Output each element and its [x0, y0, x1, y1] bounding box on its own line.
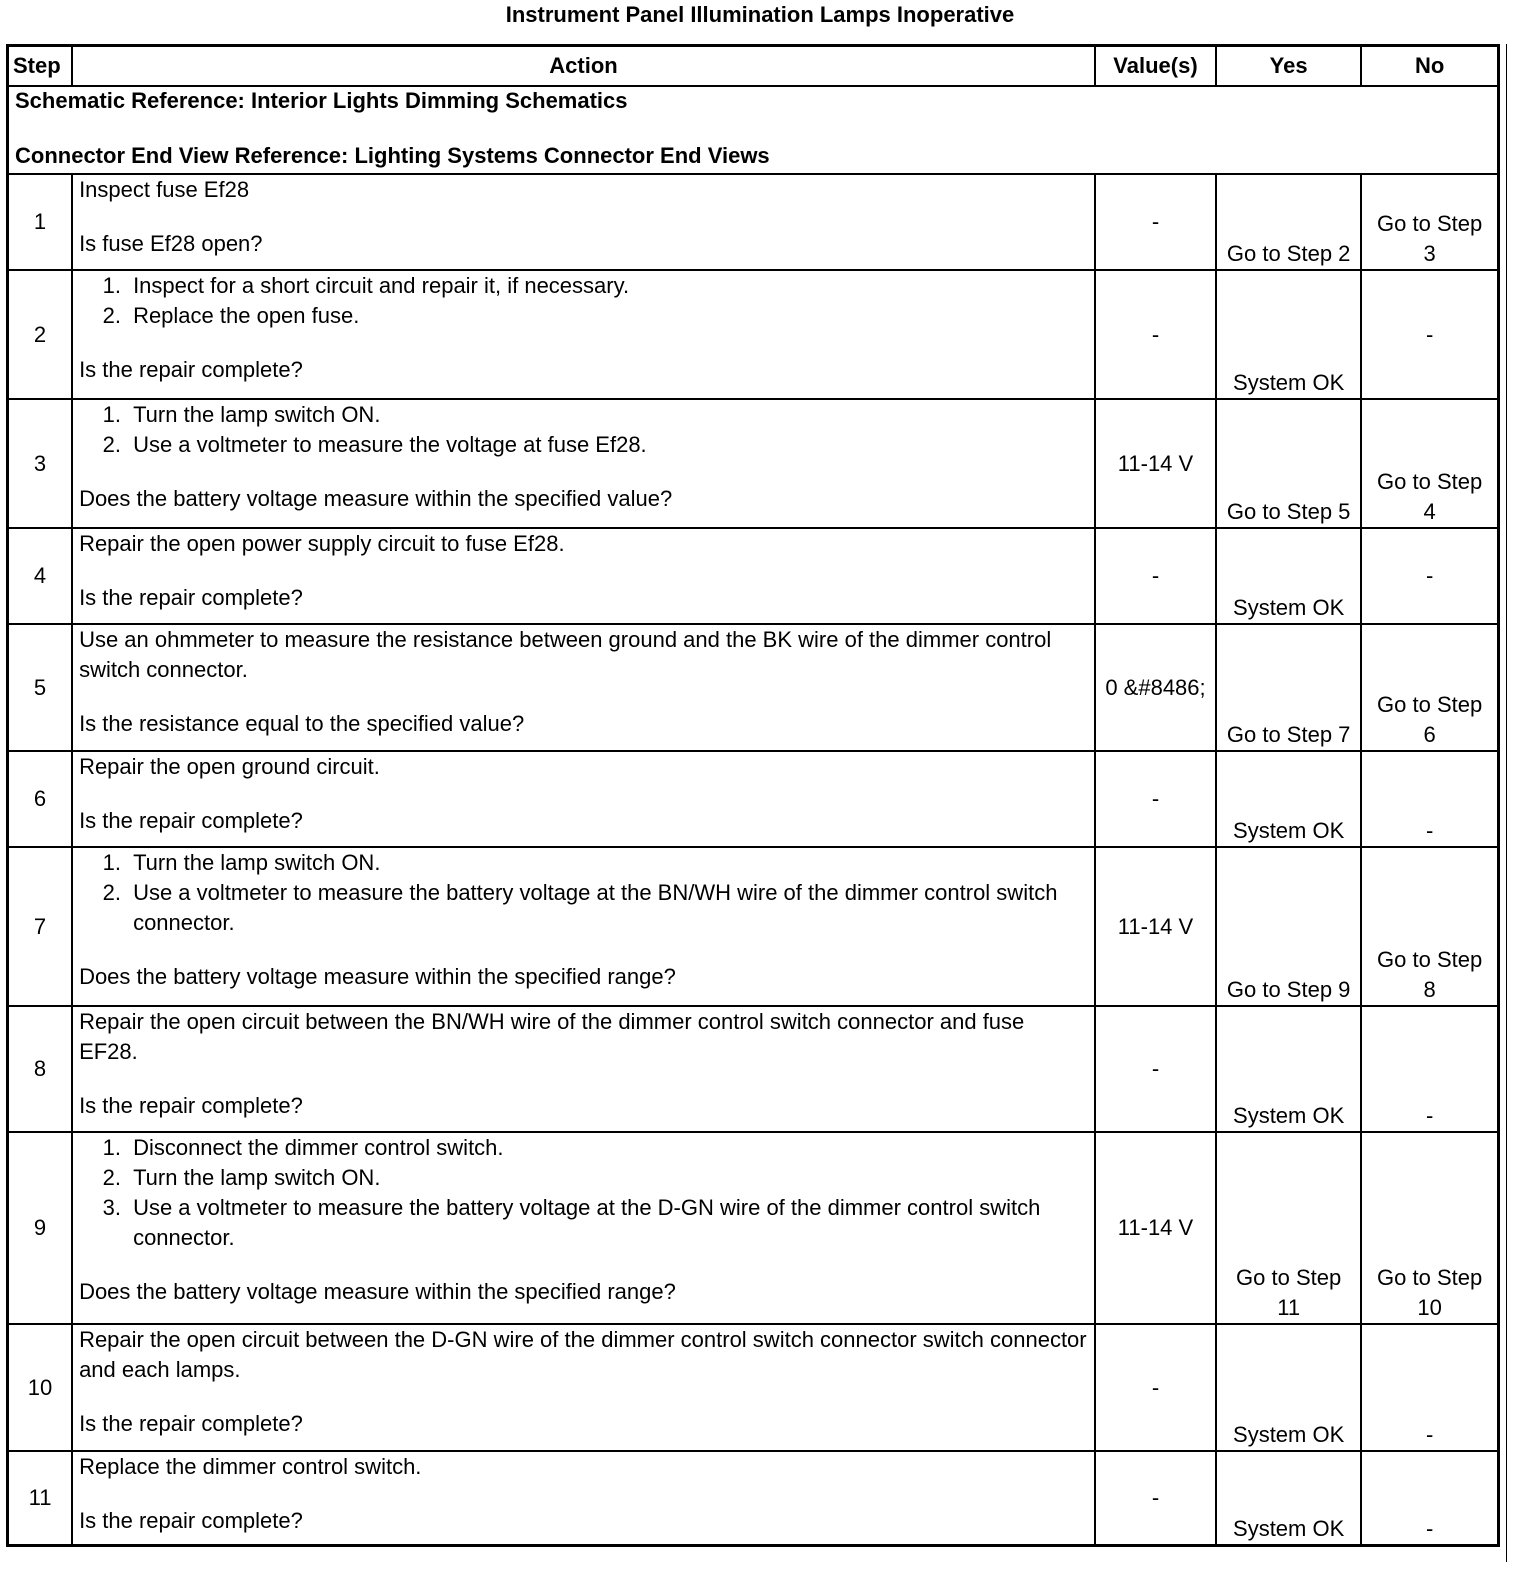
- value-cell: -: [1095, 174, 1216, 270]
- action-question: Does the battery voltage measure within the specified range?: [79, 964, 676, 989]
- value-cell: -: [1095, 1324, 1216, 1451]
- header-step: Step: [8, 46, 73, 87]
- table-row: [8, 1006, 1499, 1132]
- action-list-item: 2. Replace the open fuse.: [127, 301, 1088, 331]
- step-number: 6: [8, 751, 73, 847]
- value-cell: -: [1095, 528, 1216, 624]
- action-question: Is the repair complete?: [79, 357, 303, 382]
- action-question: Does the battery voltage measure within the specified value?: [79, 486, 673, 511]
- yes-cell: System OK: [1216, 528, 1361, 624]
- action-text: Repair the open power supply circuit to fuse Ef28.: [79, 531, 565, 556]
- action-cell: [72, 1324, 1095, 1451]
- no-cell: Go to Step 4: [1361, 399, 1498, 528]
- no-cell: -: [1361, 1451, 1498, 1545]
- action-text: Inspect fuse Ef28: [79, 177, 250, 202]
- action-cell: [72, 847, 1095, 1006]
- action-list-item: 2. Use a voltmeter to measure the voltage at fuse Ef28.: [127, 430, 1088, 460]
- action-list-item: 1. Turn the lamp switch ON.: [127, 848, 1088, 878]
- schematic-reference[interactable]: Schematic Reference: Interior Lights Dimming Schematics: [15, 88, 628, 113]
- action-list-item: 1. Inspect for a short circuit and repair it, if necessary.: [127, 271, 1088, 301]
- value-cell: 11-14 V: [1095, 399, 1216, 528]
- action-text: Use an ohmmeter to measure the resistance between ground and the BK wire of the dimmer control switch connector.: [79, 627, 1052, 682]
- table-row: [8, 528, 1499, 624]
- step-number: 1: [8, 174, 73, 270]
- action-cell: [72, 399, 1095, 528]
- yes-cell: System OK: [1216, 1006, 1361, 1132]
- yes-cell: Go to Step 7: [1216, 624, 1361, 751]
- header-action: Action: [72, 46, 1095, 87]
- action-text: Replace the dimmer control switch.: [79, 1454, 422, 1479]
- action-question: Does the battery voltage measure within the specified range?: [79, 1279, 676, 1304]
- table-row: [8, 174, 1499, 270]
- reference-cell: [8, 86, 1499, 174]
- diagnostic-table: [6, 44, 1500, 1547]
- action-cell: [72, 1451, 1095, 1545]
- step-number: 5: [8, 624, 73, 751]
- action-text: Repair the open circuit between the D-GN wire of the dimmer control switch connector switch connector and each lamps.: [79, 1327, 1087, 1382]
- table-row: [8, 624, 1499, 751]
- value-cell: -: [1095, 751, 1216, 847]
- action-question: Is the repair complete?: [79, 585, 303, 610]
- table-row: [8, 1451, 1499, 1545]
- value-cell: -: [1095, 1006, 1216, 1132]
- table-row: [8, 1132, 1499, 1324]
- yes-cell: Go to Step 9: [1216, 847, 1361, 1006]
- no-cell: -: [1361, 528, 1498, 624]
- header-values: Value(s): [1095, 46, 1216, 87]
- page-title: Instrument Panel Illumination Lamps Inoperative: [505, 2, 1015, 27]
- no-cell: Go to Step 6: [1361, 624, 1498, 751]
- action-question: Is the resistance equal to the specified value?: [79, 711, 525, 736]
- yes-cell: System OK: [1216, 1451, 1361, 1545]
- action-list: [79, 271, 1088, 331]
- value-cell: 11-14 V: [1095, 847, 1216, 1006]
- value-cell: -: [1095, 270, 1216, 399]
- reference-row: [8, 86, 1499, 174]
- no-cell: Go to Step 3: [1361, 174, 1498, 270]
- step-number: 11: [8, 1451, 73, 1545]
- action-cell: [72, 1006, 1095, 1132]
- action-cell: [72, 270, 1095, 399]
- no-cell: -: [1361, 1006, 1498, 1132]
- action-question: Is the repair complete?: [79, 808, 303, 833]
- value-cell: 0 &#8486;: [1095, 624, 1216, 751]
- step-number: 9: [8, 1132, 73, 1324]
- value-cell: -: [1095, 1451, 1216, 1545]
- value-cell: 11-14 V: [1095, 1132, 1216, 1324]
- no-cell: -: [1361, 1324, 1498, 1451]
- action-list-item: 1. Turn the lamp switch ON.: [127, 400, 1088, 430]
- action-list: [79, 848, 1088, 938]
- action-list-item: 2. Use a voltmeter to measure the battery voltage at the BN/WH wire of the dimmer control switch connector.: [127, 878, 1088, 938]
- no-cell: -: [1361, 751, 1498, 847]
- scrollbar[interactable]: [1506, 44, 1520, 1562]
- action-list-item: 1. Disconnect the dimmer control switch.: [127, 1133, 1088, 1163]
- no-cell: Go to Step 8: [1361, 847, 1498, 1006]
- yes-cell: Go to Step 5: [1216, 399, 1361, 528]
- step-number: 4: [8, 528, 73, 624]
- header-yes: Yes: [1216, 46, 1361, 87]
- no-cell: Go to Step 10: [1361, 1132, 1498, 1324]
- step-number: 8: [8, 1006, 73, 1132]
- action-cell: [72, 751, 1095, 847]
- header-row: [8, 46, 1499, 87]
- action-question: Is the repair complete?: [79, 1093, 303, 1118]
- table-row: [8, 1324, 1499, 1451]
- connector-reference[interactable]: Connector End View Reference: Lighting Systems Connector End Views: [15, 143, 770, 168]
- action-cell: [72, 174, 1095, 270]
- action-cell: [72, 528, 1095, 624]
- table-row: [8, 847, 1499, 1006]
- action-cell: [72, 624, 1095, 751]
- action-text: Repair the open circuit between the BN/WH wire of the dimmer control switch connector and fuse EF28.: [79, 1009, 1025, 1064]
- table-row: [8, 751, 1499, 847]
- action-question: Is the repair complete?: [79, 1508, 303, 1533]
- action-list-item: 2. Turn the lamp switch ON.: [127, 1163, 1088, 1193]
- step-number: 10: [8, 1324, 73, 1451]
- yes-cell: System OK: [1216, 270, 1361, 399]
- step-number: 7: [8, 847, 73, 1006]
- header-no: No: [1361, 46, 1498, 87]
- step-number: 2: [8, 270, 73, 399]
- action-list: [79, 400, 1088, 460]
- table-row: [8, 399, 1499, 528]
- action-question: Is fuse Ef28 open?: [79, 231, 263, 256]
- action-list: [79, 1133, 1088, 1253]
- yes-cell: Go to Step 11: [1216, 1132, 1361, 1324]
- table-row: [8, 270, 1499, 399]
- yes-cell: System OK: [1216, 1324, 1361, 1451]
- step-number: 3: [8, 399, 73, 528]
- action-list-item: 3. Use a voltmeter to measure the battery voltage at the D-GN wire of the dimmer control switch connector.: [127, 1193, 1088, 1253]
- action-cell: [72, 1132, 1095, 1324]
- action-question: Is the repair complete?: [79, 1411, 303, 1436]
- no-cell: -: [1361, 270, 1498, 399]
- yes-cell: Go to Step 2: [1216, 174, 1361, 270]
- action-text: Repair the open ground circuit.: [79, 754, 380, 779]
- yes-cell: System OK: [1216, 751, 1361, 847]
